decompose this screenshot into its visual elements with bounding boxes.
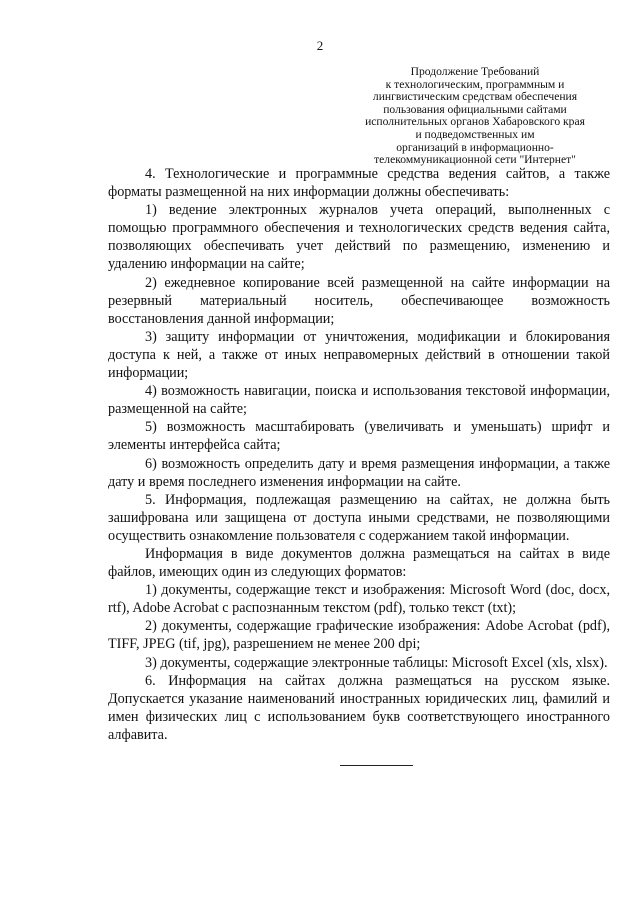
- document-header: [350, 66, 600, 167]
- header-line: и подведомственных им: [415, 127, 535, 141]
- paragraph-format-1: 1) документы, содержащие текст и изображения: Microsoft Word (doc, docx, rtf), Adobe Acrobat с распознанным текстом (pdf), только текст (txt);: [108, 582, 610, 617]
- header-line: лингвистическим средствам обеспечения: [372, 90, 578, 104]
- paragraph-item-5: 5) возможность масштабировать (увеличивать и уменьшать) шрифт и элементы интерфейса сайта;: [108, 419, 610, 454]
- separator-line: [340, 765, 413, 766]
- paragraph-section-4: 4. Технологические и программные средства ведения сайтов, а также форматы размещенной на них информации должны обеспечивать:: [108, 166, 610, 201]
- header-line: Продолжение Требований: [410, 65, 540, 78]
- paragraph-item-2: 2) ежедневное копирование всей размещенной на сайте информации на резервный материальный носитель, обеспечивающее возможность восстановления данной информации;: [108, 274, 610, 327]
- header-line: пользования официальными сайтами: [383, 102, 567, 116]
- page-number: 2: [316, 38, 324, 53]
- header-line: телекоммуникационной сети "Интернет": [374, 153, 576, 167]
- paragraph-section-5: 5. Информация, подлежащая размещению на сайтах, не должна быть зашифрована или защищена от доступа иными средствами, не позволяющими осуществить ознакомление пользователя с содержанием такой информации.: [108, 491, 610, 544]
- document-body: [108, 165, 610, 744]
- header-line: исполнительных органов Хабаровского края: [365, 115, 585, 129]
- paragraph-format-2: 2) документы, содержащие графические изображения: Adobe Acrobat (pdf), TIFF, JPEG (tif, jpg), разрешением не менее 200 dpi;: [108, 618, 610, 653]
- paragraph-section-6: 6. Информация на сайтах должна размещаться на русском языке. Допускается указание наименований иностранных юридических лиц, фамилий и имен физических лиц с использованием букв соответствующего иностранного алфавита.: [108, 672, 610, 743]
- paragraph-item-6: 6) возможность определить дату и время размещения информации, а также дату и время последнего изменения информации на сайте.: [108, 455, 610, 490]
- paragraph-item-4: 4) возможность навигации, поиска и использования текстовой информации, размещенной на сайте;: [108, 383, 610, 418]
- paragraph-formats-intro: Информация в виде документов должна размещаться на сайтах в виде файлов, имеющих один из следующих форматов:: [108, 545, 610, 581]
- header-line: организаций в информационно-: [396, 140, 554, 154]
- paragraph-item-3: 3) защиту информации от уничтожения, модификации и блокирования доступа к ней, а также от иных неправомерных действий в отношении такой информации;: [108, 328, 610, 382]
- paragraph-format-3: 3) документы, содержащие электронные таблицы: Microsoft Excel (xls, xlsx).: [145, 654, 608, 671]
- paragraph-item-1: 1) ведение электронных журналов учета операций, выполненных с помощью программного обеспечения и технологических средств ведения сайта, позволяющих обеспечивать учет действий по размещению, изменению и удалению информации на сайте;: [108, 202, 610, 273]
- header-line: к технологическим, программным и: [385, 77, 565, 91]
